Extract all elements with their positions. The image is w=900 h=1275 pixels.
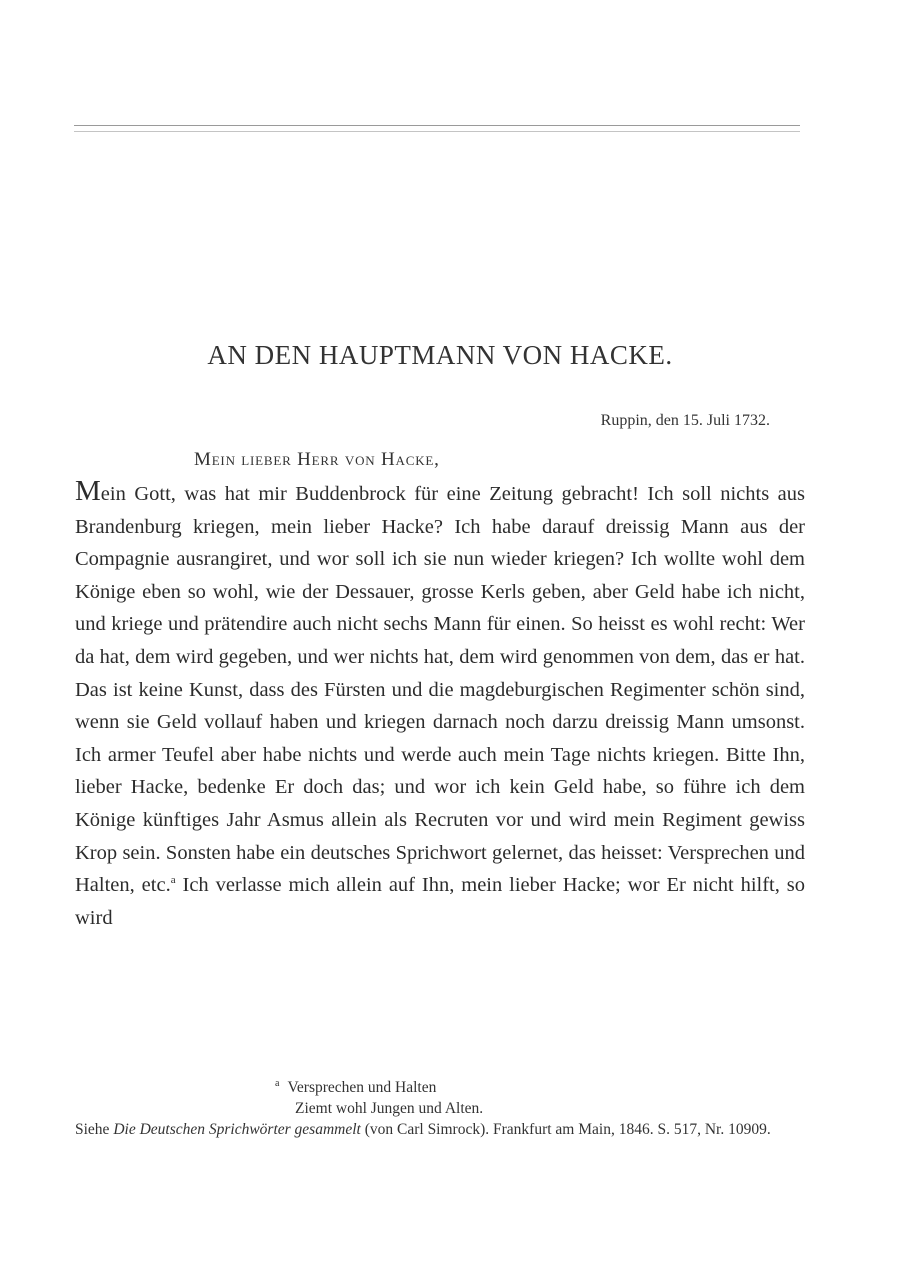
header-rule	[74, 125, 800, 132]
footnote-reference[interactable]: a	[170, 874, 176, 887]
body-text-part-a: ein Gott, was hat mir Buddenbrock für eine Zeitung gebracht! Ich soll nichts aus Brandenburg kriegen, mein lieber Hacke? Ich habe darauf dreissig Mann aus der Compagnie ausrangiret, und wor soll ich sie nun wieder kriegen? Ich wollte wohl dem Könige eben so wohl, wie der Dessauer, grosse Kerls geben, aber Geld habe ich nicht, und kriege und prätendire auch nicht sechs Mann für einen. So heisst es wohl recht: Wer da hat, dem wird gegeben, und wer nichts hat, dem wird genommen von dem, das er hat. Das ist keine Kunst, dass des Fürsten und die magdeburgischen Regimenter schön sind, wenn sie Geld vollauf haben und kriegen darnach noch darzu dreissig Mann umsonst. Ich armer Teufel aber habe nichts und werde auch mein Tage nichts kriegen. Bitte Ihn, lieber Hacke, bedenke Er doch das; und wor ich kein Geld habe, so führe ich dem Könige künftiges Jahr Asmus allein als Recruten vor und wird mein Regiment gewiss Krop sein. Sonsten habe ein deutsches Sprichwort gelernet, das heisset: Versprechen und Halten, etc.	[75, 483, 805, 897]
footnote-source	[75, 1119, 805, 1140]
drop-cap: M	[75, 475, 101, 507]
footnote-verse-line-1	[75, 1073, 805, 1098]
footnote-source-suffix: (von Carl Simrock). Frankfurt am Main, 1846. S. 517, Nr. 10909.	[360, 1121, 771, 1139]
footnote-mark: a	[275, 1078, 280, 1089]
footnote	[75, 1073, 805, 1140]
footnote-verse-line-2: Ziemt wohl Jungen und Alten.	[295, 1100, 484, 1118]
salutation: Mein lieber Herr von Hacke,	[194, 449, 440, 470]
footnote-source-prefix: Siehe	[75, 1121, 114, 1139]
letter-title: AN DEN HAUPTMANN VON HACKE.	[207, 340, 673, 370]
footnote-source-title: Die Deutschen Sprichwörter gesammelt	[113, 1121, 361, 1139]
body-text-part-b: Ich verlasse mich allein auf Ihn, mein lieber Hacke; wor Er nicht hilft, so wird	[75, 874, 805, 929]
footnote-verse-text-1: Versprechen und Halten	[287, 1079, 437, 1097]
dateline: Ruppin, den 15. Juli 1732.	[600, 412, 770, 429]
letter-body	[75, 475, 805, 934]
